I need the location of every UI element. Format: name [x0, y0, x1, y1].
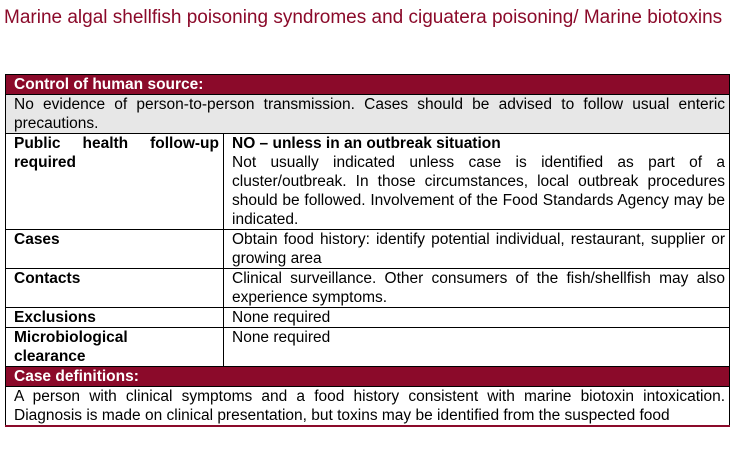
micro-label-text: Microbiological clearance [14, 329, 128, 365]
followup-detail: Not usually indicated unless case is identified as part of a cluster/outbreak. In those circumstances, local outbreak procedures should be followed. Involvement of the Food Standards Agency may be indicated. [232, 154, 726, 228]
case-definitions-header: Case definitions: [6, 367, 730, 387]
row-value-followup [224, 134, 730, 230]
guidance-table [5, 74, 730, 427]
row-value-exclusions: None required [224, 308, 730, 328]
row-label-contacts: Contacts [6, 269, 224, 308]
row-label-micro [6, 328, 224, 367]
table-row [6, 328, 730, 367]
row-label-followup: Public health follow-up required [6, 134, 224, 230]
case-definitions-text: A person with clinical symptoms and a food history consistent with marine biotoxin intoxication. Diagnosis is made on clinical presentation, but toxins may be identified from the suspected food [6, 387, 730, 427]
table-row [6, 230, 730, 269]
row-value-contacts: Clinical surveillance. Other consumers of the fish/shellfish may also experience symptoms. [224, 269, 730, 308]
row-label-cases: Cases [6, 230, 224, 269]
case-definitions-row [6, 387, 730, 427]
row-value-micro: None required [224, 328, 730, 367]
control-intro: No evidence of person-to-person transmission. Cases should be advised to follow usual enteric precautions. [6, 95, 730, 134]
case-header-row [6, 367, 730, 387]
table-row [6, 269, 730, 308]
control-intro-row [6, 95, 730, 134]
followup-answer: NO – unless in an outbreak situation [232, 135, 501, 152]
table-row [6, 134, 730, 230]
page-title: Marine algal shellfish poisoning syndromes and ciguatera poisoning/ Marine biotoxins [4, 7, 723, 28]
control-header-row [6, 75, 730, 95]
row-value-cases: Obtain food history: identify potential individual, restaurant, supplier or growing area [224, 230, 730, 269]
table-row [6, 308, 730, 328]
row-label-exclusions: Exclusions [6, 308, 224, 328]
control-header: Control of human source: [6, 75, 730, 95]
